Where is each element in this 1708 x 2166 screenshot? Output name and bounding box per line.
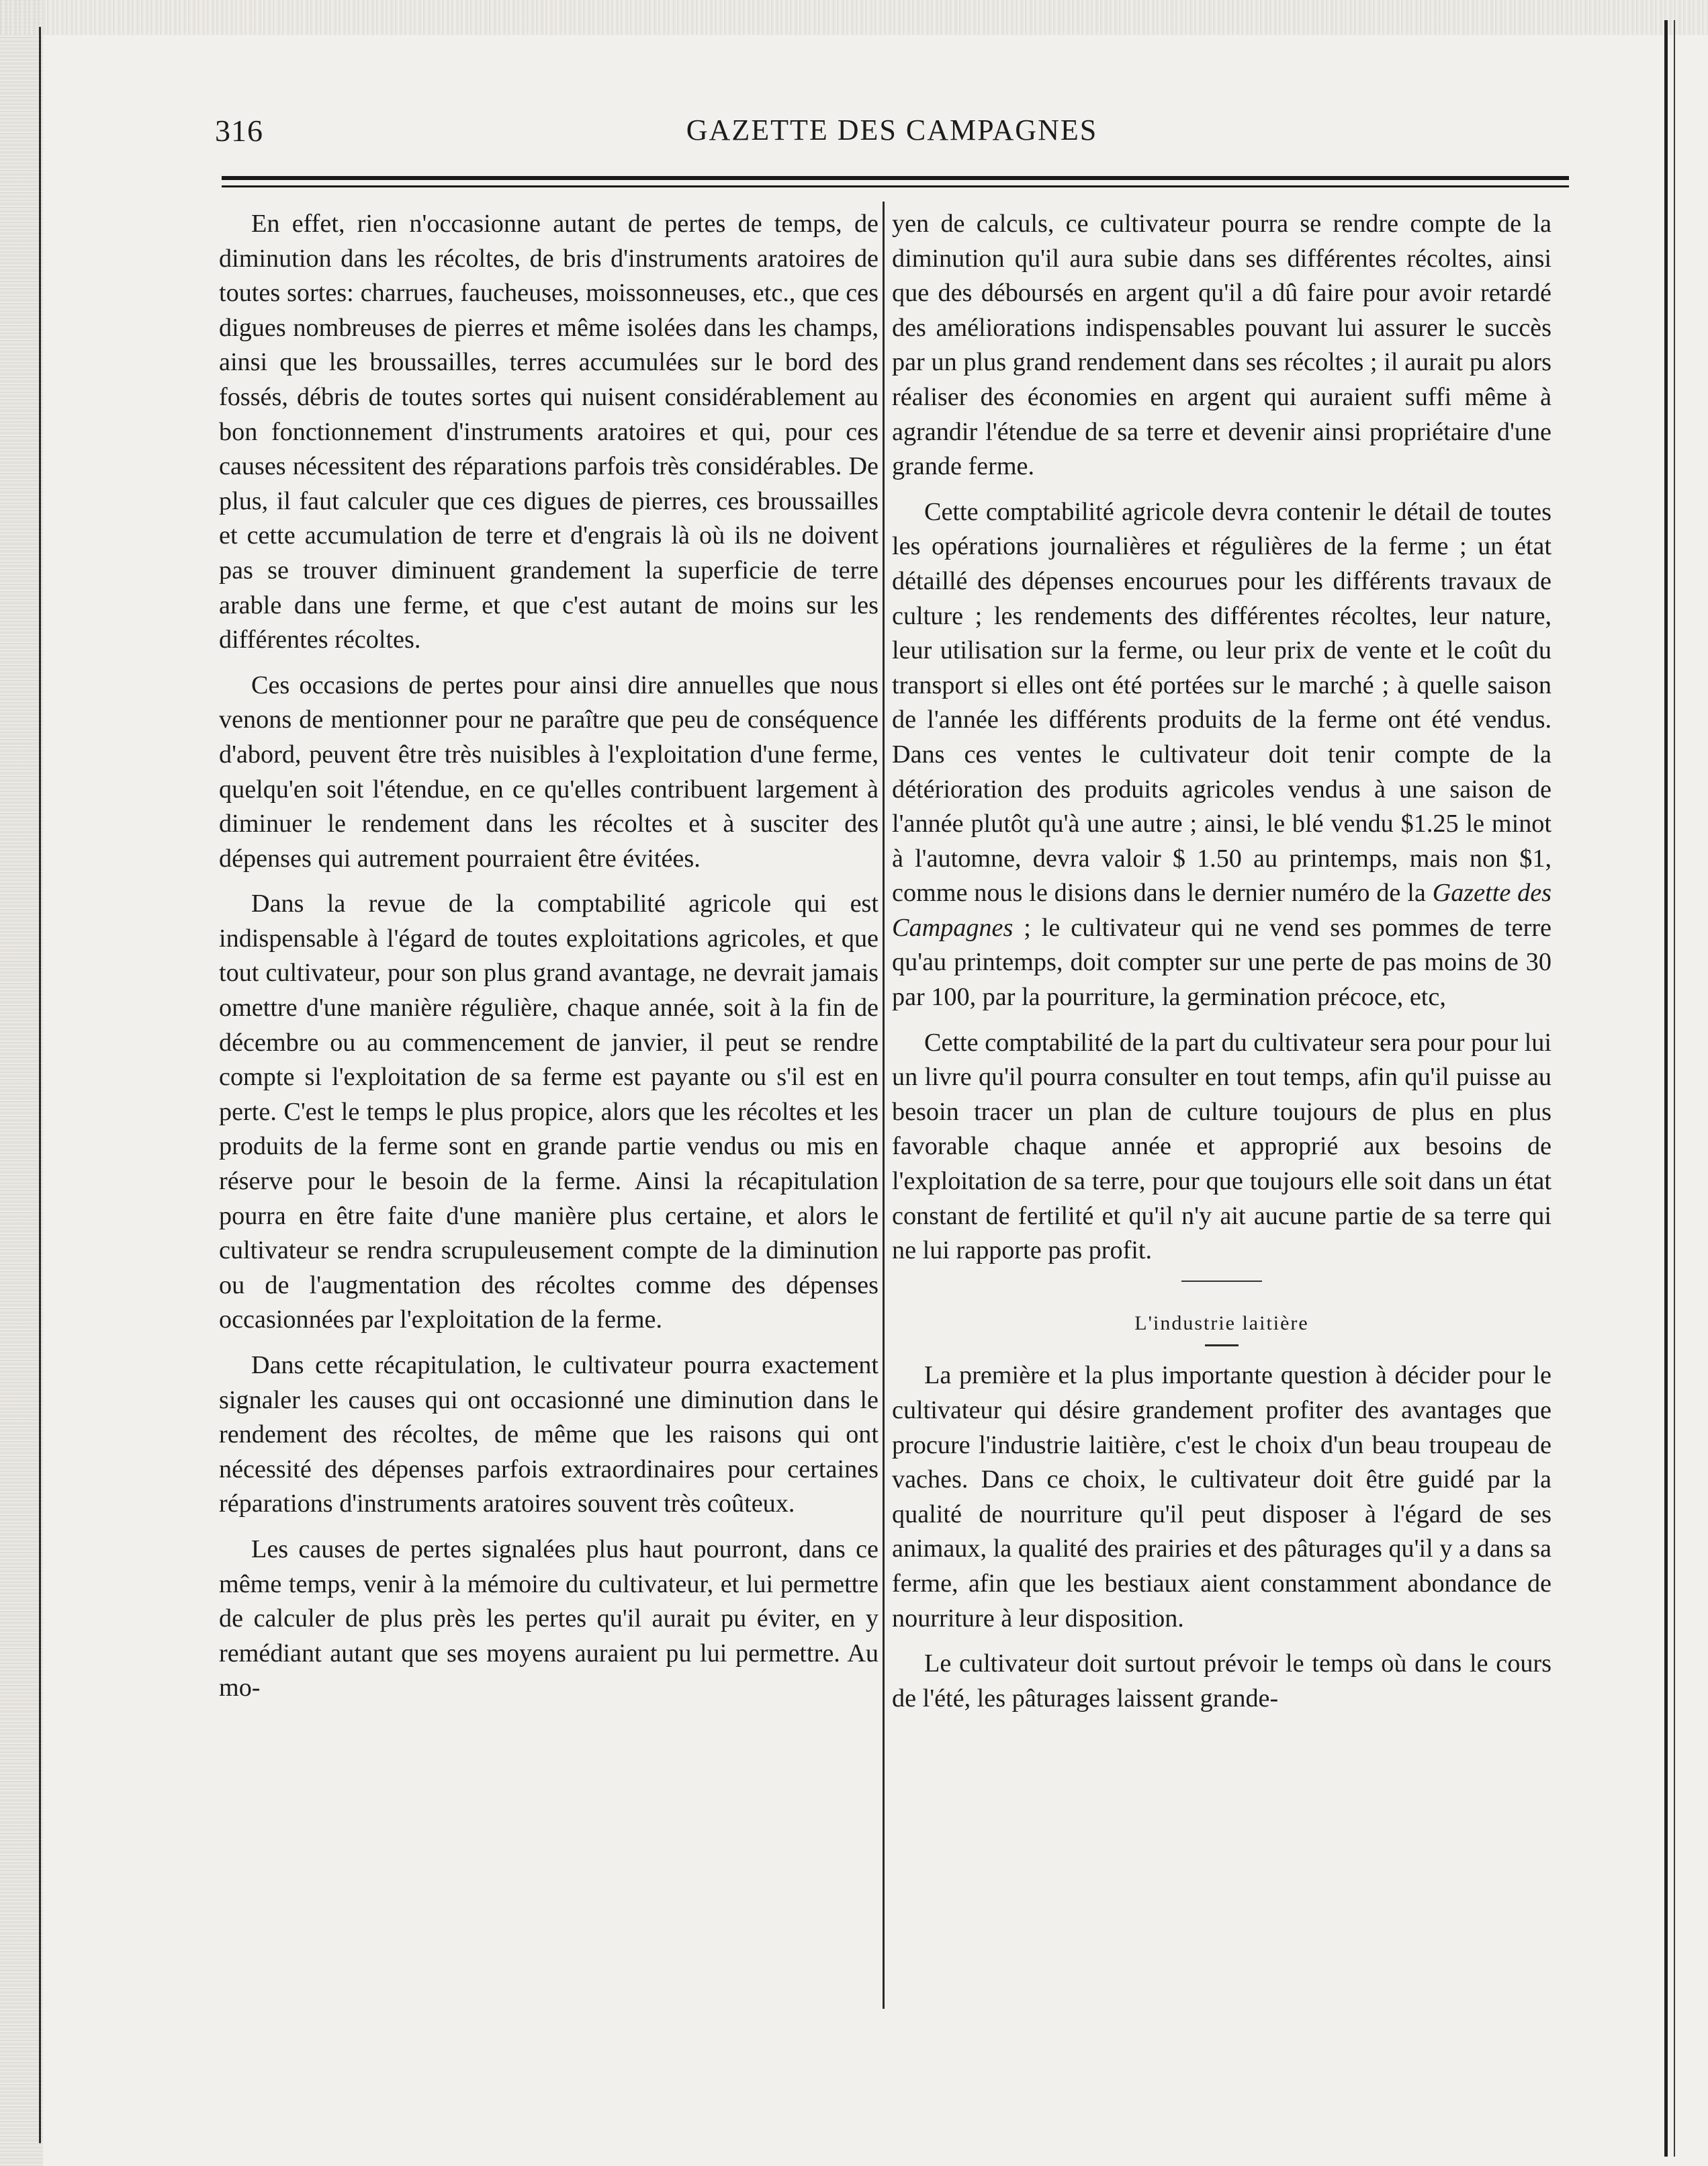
section-ornament <box>1181 1281 1262 1282</box>
paragraph-continuation: yen de calculs, ce cultivateur pourra se rendre compte de la diminution qu'il aura subie dans ses différentes récoltes, ainsi que des déboursés en argent qu'il a dû faire pour avoir retardé des améliorations indispensables pouvant lui assurer le succès par un plus grand rendement dans ses récoltes ; il aurait pu alors réaliser des économies en argent qui auraient suffi même à agrandir l'étendue de sa terre et devenir ainsi propriétaire d'une grande ferme. <box>892 210 1552 481</box>
section-rule <box>1205 1344 1239 1346</box>
paragraph: En effet, rien n'occasionne autant de pertes de temps, de diminution dans les récoltes, de bris d'instruments aratoires de toutes sortes: charrues, faucheuses, moissonneuses, etc., que ces digues nombreuses de pierres et même isolées dans les champs, ainsi que les broussailles, terres accumulées sur le bord des fossés, débris de toutes sortes qui nuisent considérablement au bon fonctionnement d'instruments aratoires et qui, pour ces causes nécessitent des réparations parfois très considérables. De plus, il faut calculer que ces digues de pierres, ces broussailles et cette accumulation de terre et d'engrais là où ils ne doivent pas se trouver diminuent grandement la superficie de terre arable dans une ferme, et que c'est autant de moins sur les différentes récoltes. <box>219 210 879 654</box>
paragraph: Dans la revue de la comptabilité agricole qui est indispensable à l'égard de toutes exploitations agricoles, et que tout cultivateur, pour son plus grand avantage, ne devrait jamais omettre d'une manière régulière, chaque année, soit à la fin de décembre ou au commencement de janvier, il peut se rendre compte si l'exploitation de sa ferme est payante ou s'il est en perte. C'est le temps le plus propice, alors que les récoltes et les produits de la ferme sont en grande partie vendus ou mis en réserve pour le besoin de la ferme. Ainsi la récapitulation pourra en être faite d'une manière plus certaine, et alors le cultivateur se rendra scrupuleusement compte de la diminution ou de l'augmentation des récoltes comme des dépenses occasionnées par l'exploitation de la ferme. <box>219 890 879 1334</box>
column-divider <box>883 202 885 2009</box>
header-rule-thick <box>222 176 1569 180</box>
paragraph: Les causes de pertes signalées plus haut pourront, dans ce même temps, venir à la mémoire du cultivateur, et lui permettre de calculer de plus près les pertes qu'il aurait pu éviter, en y remédiant autant que ses moyens auraient pu lui permettre. Au mo- <box>219 1534 879 1702</box>
paragraph: La première et la plus importante question à décider pour le cultivateur qui désire grandement profiter des avantages que procure l'industrie laitière, c'est le choix d'un beau troupeau de vaches. Dans ce choix, le cultivateur doit être guidé par la qualité de nourriture qu'il peut disposer à l'égard de ses animaux, la qualité des prairies et des pâturages qu'il y a dans sa ferme, afin que les bestiaux aient constamment abondance de nourriture à leur disposition. <box>892 1361 1552 1633</box>
header-rule-thin <box>222 185 1569 187</box>
paragraph <box>892 495 1552 1015</box>
paragraph-text: ; le cultivateur qui ne vend ses pommes de terre qu'au printemps, doit compter sur une perte de pas moins de 30 par 100, par la pourriture, la germination précoce, etc, <box>892 913 1552 1012</box>
scan-edge-top <box>0 0 1708 35</box>
paragraph: Dans cette récapitulation, le cultivateur pourra exactement signaler les causes qui ont occasionné une diminution dans le rendement des récoltes, de même que les raisons qui ont nécessité des dépenses parfois extraordinaires pour certaines réparations d'instruments aratoires souvent très coûteux. <box>219 1351 879 1518</box>
section-title: L'industrie laitière <box>1134 1311 1309 1334</box>
scan-edge-left <box>0 0 43 2166</box>
paragraph: Ces occasions de pertes pour ainsi dire annuelles que nous venons de mentionner pour ne paraître que peu de conséquence d'abord, peuvent être très nuisibles à l'exploitation d'une ferme, quelqu'en soit l'étendue, en ce qu'elles contribuent largement à diminuer le rendement dans les récoltes et à susciter des dépenses qui autrement pourraient être évitées. <box>219 670 879 873</box>
paragraph: Cette comptabilité de la part du cultivateur sera pour pour lui un livre qu'il pourra consulter en tout temps, afin qu'il puisse au besoin tracer un plan de culture toujours de plus en plus favorable chaque année et approprié aux besoins de l'exploitation de sa terre, pour que toujours elle soit dans un état constant de fertilité et qu'il n'y ait aucune partie de sa terre qui ne lui rapporte pas profit. <box>892 1028 1552 1265</box>
page-border-right-inner <box>1674 20 1675 2157</box>
page-border-left <box>39 27 41 2143</box>
paragraph: Le cultivateur doit surtout prévoir le temps où dans le cours de l'été, les pâturages laissent grande- <box>892 1649 1552 1713</box>
journal-title: GAZETTE DES CAMPAGNES <box>686 114 1098 146</box>
right-column <box>892 207 1552 1727</box>
page-header <box>215 113 1569 153</box>
paragraph-text: Cette comptabilité agricole devra contenir le détail de toutes les opérations journalières et régulières de la ferme ; un état détaillé des dépenses encourues pour les différents travaux de culture ; les rendements des différentes récoltes, leur nature, leur utilisation sur la ferme, ou leur prix de vente et le coût du transport si elles ont été portées sur le marché ; à quelle saison de l'année les différents produits de la ferme ont été vendus. Dans ces ventes le cultivateur doit tenir compte de la détérioration des produits agricoles vendus à une saison de l'année plutôt qu'à une autre ; ainsi, le blé vendu $1.25 le minot à l'automne, devra valoir $ 1.50 au printemps, mais non $1, comme nous le disions dans le dernier numéro de la <box>892 497 1552 908</box>
page-border-right <box>1664 20 1668 2157</box>
page-number: 316 <box>215 114 263 148</box>
journal-reference: Gazette des Campagnes <box>892 879 1552 942</box>
left-column <box>219 207 879 1717</box>
